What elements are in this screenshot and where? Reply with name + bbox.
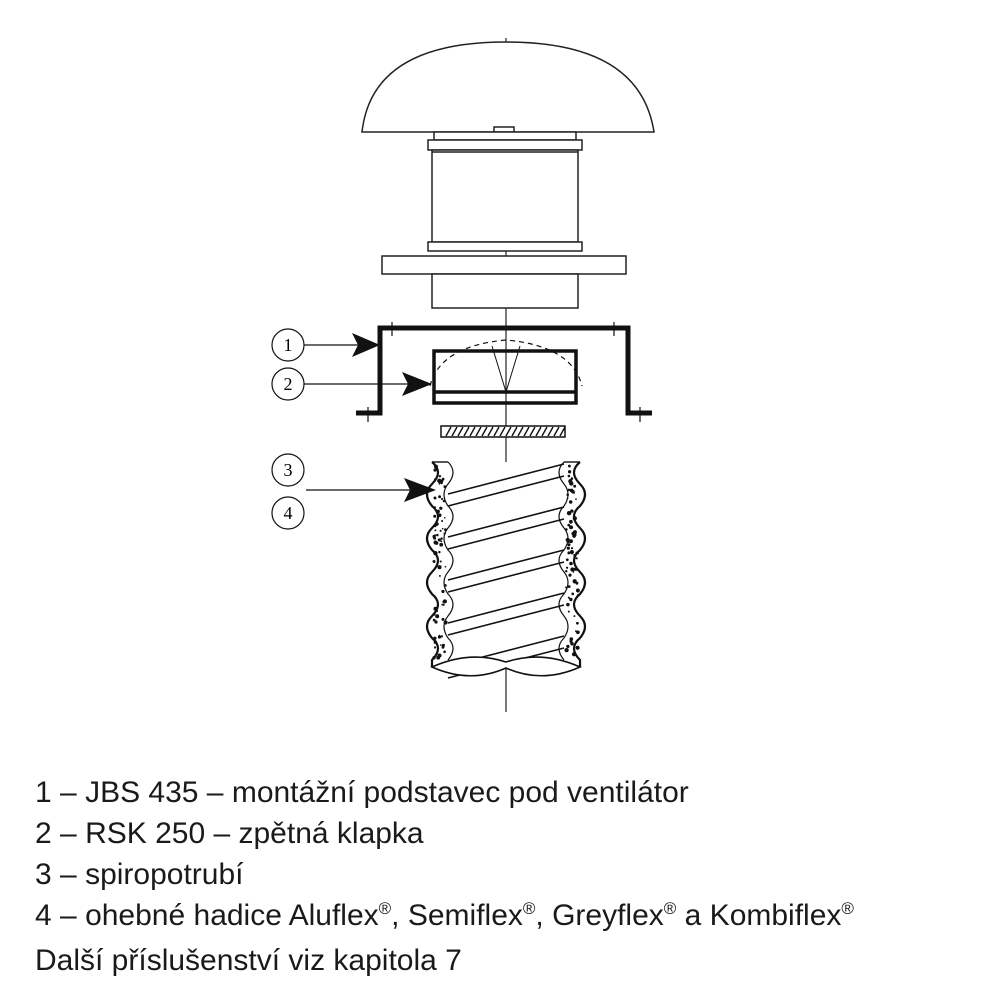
legend-item-2: 2 – RSK 250 – zpětná klapka — [35, 817, 424, 850]
legend-item-3-text: spiropotrubí — [85, 858, 244, 891]
legend — [35, 772, 854, 981]
callout-3 — [272, 454, 304, 486]
fan-ring-top-2 — [428, 140, 582, 150]
fan-spigot — [432, 274, 578, 308]
callout-2-label: 2 — [283, 374, 293, 394]
callout-3-4-arrow — [306, 478, 436, 502]
callout-3-label: 3 — [283, 460, 293, 480]
flexible-duct — [427, 462, 585, 678]
legend-item-2-text: RSK 250 – zpětná klapka — [85, 817, 424, 850]
fan-ring-top-1 — [434, 132, 576, 140]
legend-item-1: 1 – JBS 435 – montážní podstavec pod ventilátor — [35, 776, 689, 809]
mounting-base — [356, 322, 652, 422]
callout-1-label: 1 — [283, 335, 293, 355]
callout-1 — [272, 329, 380, 361]
fan-ring-bottom — [428, 242, 582, 251]
legend-item-4: 4 – ohebné hadice Aluflex®, Semiflex®, Greyflex® a Kombiflex® — [35, 899, 854, 932]
fan-hood — [362, 42, 654, 132]
callout-2 — [272, 368, 432, 400]
footer-note: Další příslušenství viz kapitola 7 — [35, 944, 462, 977]
fan-flange — [382, 256, 626, 274]
callouts — [272, 329, 436, 529]
legend-item-4-text: ohebné hadice Aluflex®, Semiflex®, Greyflex® a Kombiflex® — [85, 899, 854, 932]
fan-body — [432, 150, 578, 242]
roof-fan — [362, 42, 654, 308]
callout-4 — [272, 497, 304, 529]
legend-item-3: 3 – spiropotrubí — [35, 858, 244, 891]
gasket — [441, 426, 565, 437]
callout-4-label: 4 — [283, 503, 293, 523]
legend-item-1-text: JBS 435 – montážní podstavec pod ventilátor — [85, 776, 689, 809]
